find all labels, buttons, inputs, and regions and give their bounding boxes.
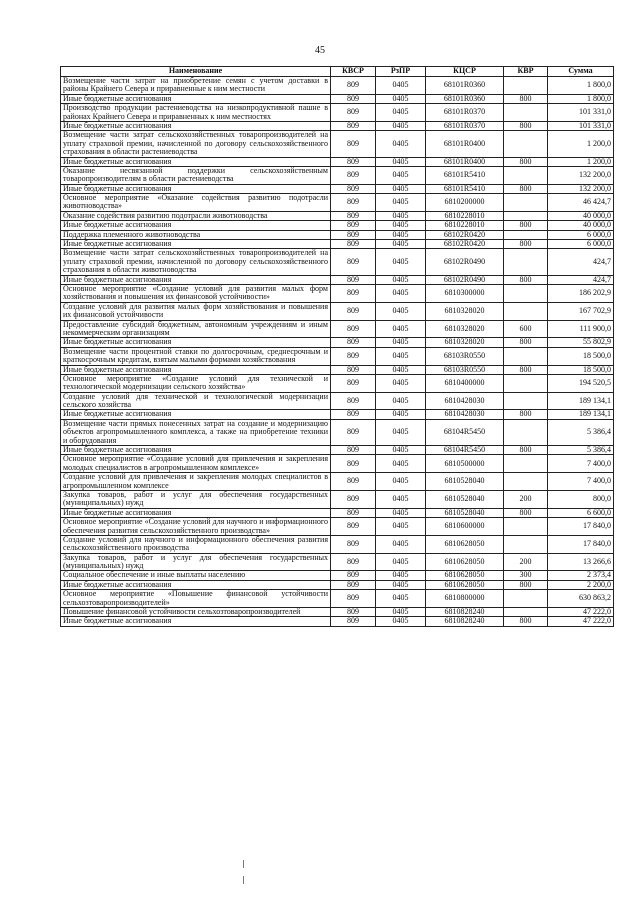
row-name: Создание условий для развития малых форм хозяйствования и повышения их финансовой устойчивости — [61, 302, 331, 320]
row-kcsr: 6810628050 — [426, 553, 504, 571]
table-row — [61, 249, 614, 275]
row-name: Иные бюджетные ассигнования — [61, 94, 331, 103]
row-kcsr: 6810828240 — [426, 617, 504, 626]
row-kvr — [504, 166, 548, 184]
row-rzpr: 0405 — [376, 121, 426, 130]
row-sum: 5 386,4 — [548, 446, 614, 455]
row-kcsr: 68102R0420 — [426, 230, 504, 239]
row-kvr: 800 — [504, 94, 548, 103]
row-rzpr: 0405 — [376, 94, 426, 103]
budget-table — [60, 66, 614, 627]
row-rzpr: 0405 — [376, 131, 426, 157]
row-kcsr: 6810528040 — [426, 473, 504, 491]
row-kvr — [504, 590, 548, 608]
table-row — [61, 320, 614, 338]
row-kcsr: 6810328020 — [426, 320, 504, 338]
table-row — [61, 194, 614, 212]
row-sum: 800,0 — [548, 490, 614, 508]
row-rzpr: 0405 — [376, 302, 426, 320]
row-kcsr: 68101R0400 — [426, 157, 504, 166]
row-rzpr: 0405 — [376, 194, 426, 212]
row-kvsr: 809 — [331, 249, 376, 275]
row-kvsr: 809 — [331, 446, 376, 455]
row-name: Иные бюджетные ассигнования — [61, 221, 331, 230]
row-kvr: 200 — [504, 490, 548, 508]
row-kvsr: 809 — [331, 580, 376, 589]
row-kvsr: 809 — [331, 284, 376, 302]
row-kvr — [504, 104, 548, 122]
row-rzpr: 0405 — [376, 508, 426, 517]
row-kvr: 800 — [504, 508, 548, 517]
row-name: Иные бюджетные ассигнования — [61, 275, 331, 284]
row-kvr — [504, 347, 548, 365]
row-kcsr: 68101R0360 — [426, 94, 504, 103]
row-rzpr: 0405 — [376, 535, 426, 553]
row-name: Основное мероприятие «Создание условий для развития малых форм хозяйствования и повышения их финансовой устойчивости» — [61, 284, 331, 302]
row-kvr: 800 — [504, 240, 548, 249]
row-name: Поддержка племенного животноводства — [61, 230, 331, 239]
row-sum: 189 134,1 — [548, 410, 614, 419]
row-kvsr: 809 — [331, 473, 376, 491]
row-name: Создание условий для научного и информационного обеспечения развития сельскохозяйственного производства — [61, 535, 331, 553]
row-kcsr: 68101R5410 — [426, 184, 504, 193]
row-kcsr: 6810500000 — [426, 455, 504, 473]
row-kcsr: 6810800000 — [426, 590, 504, 608]
table-body — [61, 77, 614, 627]
row-kvr — [504, 374, 548, 392]
row-sum: 46 424,7 — [548, 194, 614, 212]
row-rzpr: 0405 — [376, 347, 426, 365]
row-kvsr: 809 — [331, 240, 376, 249]
row-kcsr: 6810228010 — [426, 221, 504, 230]
row-kvr: 800 — [504, 338, 548, 347]
row-name: Оказание содействия развитию подотрасли животноводства — [61, 211, 331, 220]
row-kvsr: 809 — [331, 275, 376, 284]
row-sum: 40 000,0 — [548, 211, 614, 220]
row-rzpr: 0405 — [376, 249, 426, 275]
row-name: Иные бюджетные ассигнования — [61, 580, 331, 589]
row-kvr — [504, 455, 548, 473]
row-sum: 17 840,0 — [548, 518, 614, 536]
row-kcsr: 68101R0370 — [426, 121, 504, 130]
row-kvsr: 809 — [331, 104, 376, 122]
row-kvsr: 809 — [331, 590, 376, 608]
row-name: Возмещение части прямых понесенных затрат на создание и модернизацию объектов агропромышленного комплекса, а также на приобретение техники и оборудования — [61, 419, 331, 445]
row-rzpr: 0405 — [376, 284, 426, 302]
table-row — [61, 166, 614, 184]
row-name: Иные бюджетные ассигнования — [61, 157, 331, 166]
row-kvsr: 809 — [331, 490, 376, 508]
row-rzpr: 0405 — [376, 419, 426, 445]
row-kvsr: 809 — [331, 166, 376, 184]
row-kvr: 800 — [504, 580, 548, 589]
row-kvr — [504, 284, 548, 302]
scan-mark — [243, 860, 244, 868]
row-rzpr: 0405 — [376, 410, 426, 419]
row-name: Основное мероприятие «Создание условий для научного и информационного обеспечения развития сельскохозяйственного производства» — [61, 518, 331, 536]
row-sum: 5 386,4 — [548, 419, 614, 445]
row-name: Иные бюджетные ассигнования — [61, 338, 331, 347]
row-kvr: 800 — [504, 184, 548, 193]
row-kcsr: 68102R0490 — [426, 275, 504, 284]
row-rzpr: 0405 — [376, 374, 426, 392]
table-row — [61, 518, 614, 536]
table-row — [61, 392, 614, 410]
row-sum: 101 331,0 — [548, 121, 614, 130]
row-kvsr: 809 — [331, 508, 376, 517]
row-kcsr: 68104R5450 — [426, 419, 504, 445]
row-kvsr: 809 — [331, 320, 376, 338]
row-kvsr: 809 — [331, 94, 376, 103]
row-rzpr: 0405 — [376, 240, 426, 249]
header-kcsr: КЦСР — [426, 67, 504, 77]
row-kvr — [504, 77, 548, 95]
row-name: Создание условий для технической и технологической модернизации сельского хозяйства — [61, 392, 331, 410]
row-sum: 47 222,0 — [548, 608, 614, 617]
row-rzpr: 0405 — [376, 518, 426, 536]
row-kvr — [504, 419, 548, 445]
row-rzpr: 0405 — [376, 590, 426, 608]
table-row — [61, 302, 614, 320]
row-kcsr: 6810328020 — [426, 302, 504, 320]
row-rzpr: 0405 — [376, 490, 426, 508]
row-kvr: 800 — [504, 275, 548, 284]
row-kvr — [504, 535, 548, 553]
row-rzpr: 0405 — [376, 77, 426, 95]
table-row — [61, 157, 614, 166]
row-sum: 6 600,0 — [548, 508, 614, 517]
row-rzpr: 0405 — [376, 230, 426, 239]
row-kcsr: 6810528040 — [426, 490, 504, 508]
row-kcsr: 6810828240 — [426, 608, 504, 617]
row-name: Основное мероприятие «Повышение финансовой устойчивости сельхозтоваропроизводителей» — [61, 590, 331, 608]
row-sum: 2 373,4 — [548, 571, 614, 580]
row-sum: 424,7 — [548, 275, 614, 284]
row-sum: 194 520,5 — [548, 374, 614, 392]
row-sum: 1 800,0 — [548, 77, 614, 95]
row-kvsr: 809 — [331, 302, 376, 320]
row-name: Основное мероприятие «Создание условий для технической и технологической модернизации сельского хозяйства» — [61, 374, 331, 392]
row-name: Возмещение части затрат на приобретение семян с учетом доставки в районы Крайнего Севера и приравненные к ним местности — [61, 77, 331, 95]
row-sum: 1 200,0 — [548, 131, 614, 157]
row-kvr: 800 — [504, 617, 548, 626]
table-row — [61, 131, 614, 157]
row-kcsr: 6810300000 — [426, 284, 504, 302]
row-sum: 132 200,0 — [548, 166, 614, 184]
row-rzpr: 0405 — [376, 221, 426, 230]
row-kcsr: 68101R0400 — [426, 131, 504, 157]
row-kcsr: 6810228010 — [426, 211, 504, 220]
row-rzpr: 0405 — [376, 338, 426, 347]
row-kvr — [504, 249, 548, 275]
row-kvr: 800 — [504, 221, 548, 230]
row-kvsr: 809 — [331, 157, 376, 166]
table-row — [61, 553, 614, 571]
row-sum: 40 000,0 — [548, 221, 614, 230]
row-sum: 424,7 — [548, 249, 614, 275]
row-name: Производство продукции растениеводства на низкопродуктивной пашне в районах Крайнего Севера и приравненных к ним местностях — [61, 104, 331, 122]
scan-mark — [243, 876, 244, 884]
table-row — [61, 374, 614, 392]
table-header-row — [61, 67, 614, 77]
row-rzpr: 0405 — [376, 275, 426, 284]
row-kvsr: 809 — [331, 553, 376, 571]
row-sum: 18 500,0 — [548, 365, 614, 374]
row-name: Оказание несвязанной поддержки сельскохозяйственным товаропроизводителям в области растениеводства — [61, 166, 331, 184]
table-row — [61, 571, 614, 580]
row-kvr: 300 — [504, 571, 548, 580]
row-name: Возмещение части затрат сельскохозяйственных товаропроизводителей на уплату страховой премии, начисленной по договору сельскохозяйственного страхования в области животноводства — [61, 249, 331, 275]
row-kvsr: 809 — [331, 419, 376, 445]
row-kvsr: 809 — [331, 230, 376, 239]
row-kcsr: 68101R0360 — [426, 77, 504, 95]
row-kvr: 800 — [504, 365, 548, 374]
table-row — [61, 284, 614, 302]
row-kvsr: 809 — [331, 608, 376, 617]
row-rzpr: 0405 — [376, 455, 426, 473]
row-name: Закупка товаров, работ и услуг для обеспечения государственных (муниципальных) нужд — [61, 490, 331, 508]
row-rzpr: 0405 — [376, 446, 426, 455]
row-rzpr: 0405 — [376, 571, 426, 580]
table-row — [61, 410, 614, 419]
row-sum: 18 500,0 — [548, 347, 614, 365]
row-sum: 17 840,0 — [548, 535, 614, 553]
row-kcsr: 6810628050 — [426, 535, 504, 553]
table-row — [61, 221, 614, 230]
row-kcsr: 6810600000 — [426, 518, 504, 536]
row-kcsr: 68102R0490 — [426, 249, 504, 275]
row-rzpr: 0405 — [376, 365, 426, 374]
row-kvsr: 809 — [331, 131, 376, 157]
row-kvsr: 809 — [331, 194, 376, 212]
table-row — [61, 419, 614, 445]
row-kvsr: 809 — [331, 374, 376, 392]
row-sum: 186 202,9 — [548, 284, 614, 302]
row-name: Иные бюджетные ассигнования — [61, 365, 331, 374]
row-kvsr: 809 — [331, 455, 376, 473]
row-sum: 55 802,9 — [548, 338, 614, 347]
row-sum: 6 000,0 — [548, 240, 614, 249]
row-name: Предоставление субсидий бюджетным, автономным учреждениям и иным некоммерческим организациям — [61, 320, 331, 338]
row-kvsr: 809 — [331, 365, 376, 374]
row-sum: 111 900,0 — [548, 320, 614, 338]
row-kvsr: 809 — [331, 571, 376, 580]
table-row — [61, 617, 614, 626]
row-kvr: 800 — [504, 446, 548, 455]
header-rzpr: РзПР — [376, 67, 426, 77]
row-sum: 630 863,2 — [548, 590, 614, 608]
row-sum: 47 222,0 — [548, 617, 614, 626]
table-row — [61, 590, 614, 608]
row-kcsr: 6810628050 — [426, 580, 504, 589]
table-row — [61, 104, 614, 122]
row-name: Возмещение части затрат сельскохозяйственных товаропроизводителей на уплату страховой премии, начисленной по договору сельскохозяйственного страхования в области растениеводства — [61, 131, 331, 157]
row-kvsr: 809 — [331, 121, 376, 130]
row-kvr — [504, 131, 548, 157]
row-kcsr: 6810200000 — [426, 194, 504, 212]
row-sum: 132 200,0 — [548, 184, 614, 193]
row-name: Основное мероприятие «Создание условий для привлечения и закрепления молодых специалистов в агропромышленном комплексе» — [61, 455, 331, 473]
row-kvr — [504, 302, 548, 320]
row-name: Иные бюджетные ассигнования — [61, 508, 331, 517]
row-kvsr: 809 — [331, 535, 376, 553]
row-name: Иные бюджетные ассигнования — [61, 446, 331, 455]
table-row — [61, 455, 614, 473]
row-name: Социальное обеспечение и иные выплаты населению — [61, 571, 331, 580]
row-kvr — [504, 473, 548, 491]
row-kcsr: 6810428030 — [426, 392, 504, 410]
row-name: Основное мероприятие «Оказание содействия развитию подотрасли животноводства» — [61, 194, 331, 212]
row-rzpr: 0405 — [376, 166, 426, 184]
row-name: Иные бюджетные ассигнования — [61, 617, 331, 626]
row-sum: 1 800,0 — [548, 94, 614, 103]
table-row — [61, 490, 614, 508]
row-sum: 1 200,0 — [548, 157, 614, 166]
row-name: Закупка товаров, работ и услуг для обеспечения государственных (муниципальных) нужд — [61, 553, 331, 571]
row-kcsr: 68102R0420 — [426, 240, 504, 249]
row-kvr — [504, 518, 548, 536]
row-rzpr: 0405 — [376, 320, 426, 338]
row-kvr — [504, 194, 548, 212]
row-sum: 101 331,0 — [548, 104, 614, 122]
row-kcsr: 68103R0550 — [426, 347, 504, 365]
row-sum: 6 000,0 — [548, 230, 614, 239]
row-kvsr: 809 — [331, 617, 376, 626]
row-kcsr: 68104R5450 — [426, 446, 504, 455]
row-name: Создание условий для привлечения и закрепления молодых специалистов в агропромышленном комплексе — [61, 473, 331, 491]
row-rzpr: 0405 — [376, 157, 426, 166]
row-rzpr: 0405 — [376, 392, 426, 410]
header-kvr: КВР — [504, 67, 548, 77]
row-kvr — [504, 392, 548, 410]
header-kvsr: КВСР — [331, 67, 376, 77]
row-kvsr: 809 — [331, 518, 376, 536]
row-sum: 2 200,0 — [548, 580, 614, 589]
row-name: Иные бюджетные ассигнования — [61, 121, 331, 130]
row-kvsr: 809 — [331, 77, 376, 95]
row-kvsr: 809 — [331, 338, 376, 347]
row-kvsr: 809 — [331, 392, 376, 410]
row-kvr: 800 — [504, 157, 548, 166]
row-kvsr: 809 — [331, 184, 376, 193]
row-kvr: 800 — [504, 121, 548, 130]
row-kcsr: 6810528040 — [426, 508, 504, 517]
row-rzpr: 0405 — [376, 104, 426, 122]
row-name: Иные бюджетные ассигнования — [61, 410, 331, 419]
row-rzpr: 0405 — [376, 580, 426, 589]
row-kcsr: 68103R0550 — [426, 365, 504, 374]
row-kvr: 600 — [504, 320, 548, 338]
row-kcsr: 68101R0370 — [426, 104, 504, 122]
table-row — [61, 338, 614, 347]
row-rzpr: 0405 — [376, 617, 426, 626]
header-name: Наименование — [61, 67, 331, 77]
row-kvsr: 809 — [331, 410, 376, 419]
page-number: 45 — [315, 45, 325, 56]
table-row — [61, 347, 614, 365]
table-row — [61, 473, 614, 491]
row-rzpr: 0405 — [376, 211, 426, 220]
row-kvsr: 809 — [331, 211, 376, 220]
header-sum: Сумма — [548, 67, 614, 77]
row-name: Повышение финансовой устойчивости сельхозтоваропроизводителей — [61, 608, 331, 617]
row-sum: 7 400,0 — [548, 473, 614, 491]
row-kcsr: 68101R5410 — [426, 166, 504, 184]
table-row — [61, 535, 614, 553]
row-kcsr: 6810328020 — [426, 338, 504, 347]
row-rzpr: 0405 — [376, 473, 426, 491]
row-sum: 13 266,6 — [548, 553, 614, 571]
row-kcsr: 6810400000 — [426, 374, 504, 392]
row-sum: 167 702,9 — [548, 302, 614, 320]
row-kvr: 800 — [504, 410, 548, 419]
row-sum: 7 400,0 — [548, 455, 614, 473]
row-rzpr: 0405 — [376, 608, 426, 617]
row-rzpr: 0405 — [376, 553, 426, 571]
row-name: Возмещение части процентной ставки по долгосрочным, среднесрочным и краткосрочным кредитам, взятым малыми формами хозяйствования — [61, 347, 331, 365]
table-row — [61, 77, 614, 95]
row-kvsr: 809 — [331, 347, 376, 365]
row-kcsr: 6810628050 — [426, 571, 504, 580]
row-name: Иные бюджетные ассигнования — [61, 240, 331, 249]
row-kvsr: 809 — [331, 221, 376, 230]
row-kcsr: 6810428030 — [426, 410, 504, 419]
row-rzpr: 0405 — [376, 184, 426, 193]
table-row — [61, 365, 614, 374]
row-name: Иные бюджетные ассигнования — [61, 184, 331, 193]
row-kvr: 200 — [504, 553, 548, 571]
row-sum: 189 134,1 — [548, 392, 614, 410]
